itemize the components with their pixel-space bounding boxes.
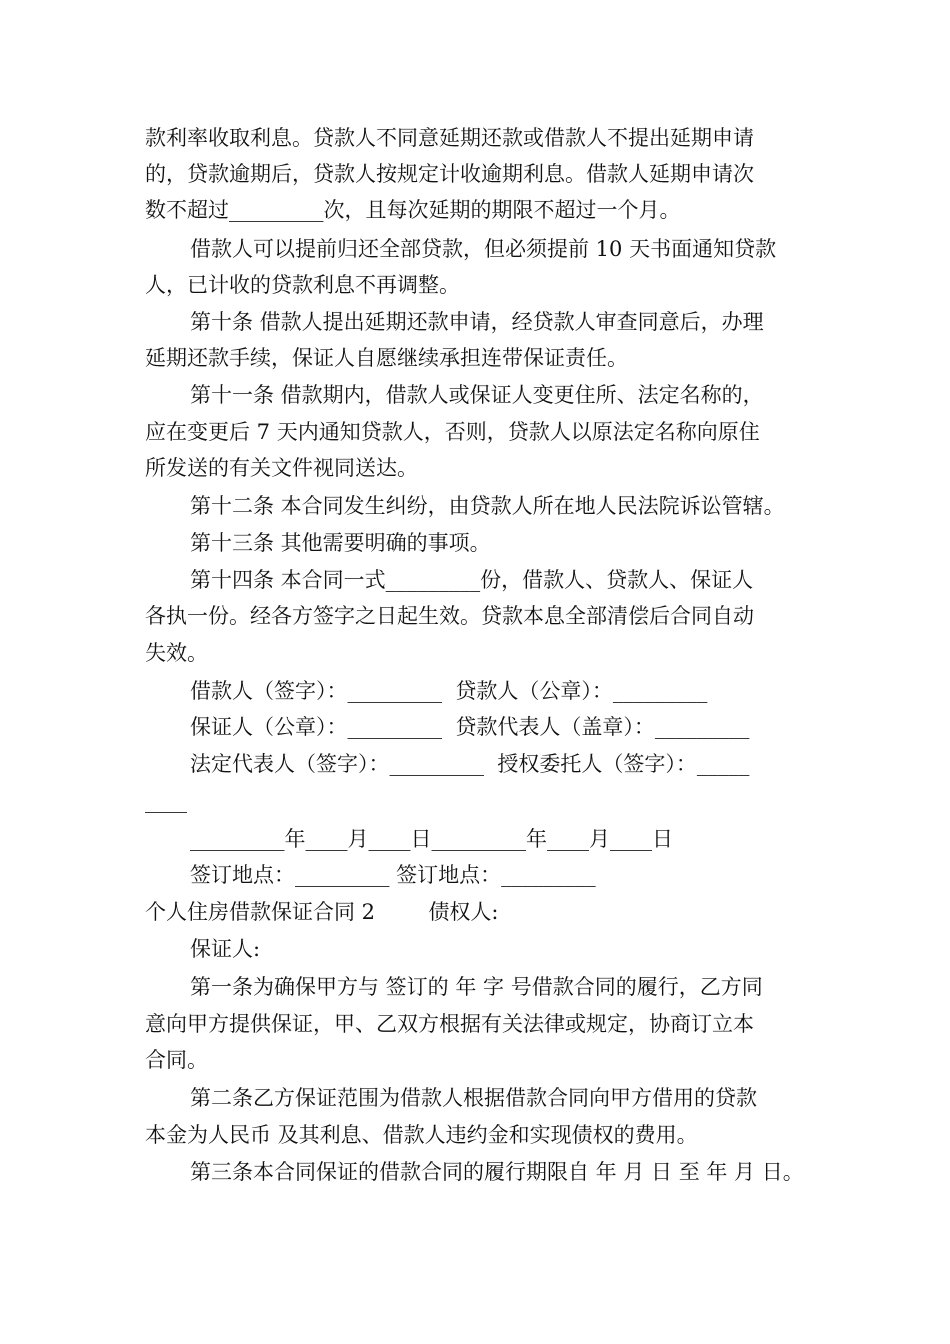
signature-line: 借款人（签字）：_________ 贷款人（公章）：_________	[190, 679, 708, 703]
text-line: 所发送的有关文件视同送达。	[145, 456, 418, 480]
text-line: 第十四条 本合同一式_________份，借款人、贷款人、保证人	[190, 568, 754, 592]
signature-line: ____	[145, 789, 187, 813]
text-line: 第十条 借款人提出延期还款申请，经贷款人审查同意后，办理	[190, 310, 764, 334]
text-line: 第十三条 其他需要明确的事项。	[190, 531, 491, 555]
text-line: 保证人:	[190, 937, 261, 961]
text-line: 第十二条 本合同发生纠纷，由贷款人所在地人民法院诉讼管辖。	[190, 494, 785, 518]
text-line: 第十一条 借款期内，借款人或保证人变更住所、法定名称的，	[190, 383, 764, 407]
text-line: 延期还款手续，保证人自愿继续承担连带保证责任。	[145, 346, 628, 370]
text-line: 款利率收取利息。贷款人不同意延期还款或借款人不提出延期申请	[145, 126, 754, 150]
place-line: 签订地点：_________ 签订地点：_________	[190, 863, 596, 887]
text-line: 意向甲方提供保证，甲、乙双方根据有关法律或规定，协商订立本	[145, 1012, 754, 1036]
text-line: 的，贷款逾期后，贷款人按规定计收逾期利息。借款人延期申请次	[145, 162, 754, 186]
text-line: 人，已计收的贷款利息不再调整。	[145, 273, 460, 297]
text-line: 第二条乙方保证范围为借款人根据借款合同向甲方借用的贷款	[190, 1086, 757, 1110]
text-line: 借款人可以提前归还全部贷款，但必须提前 10 天书面通知贷款	[190, 237, 777, 261]
text-line: 失效。	[145, 641, 208, 665]
signature-line: 保证人（公章）：_________ 贷款代表人（盖章）：_________	[190, 715, 750, 739]
text-line: 数不超过_________次，且每次延期的期限不超过一个月。	[145, 198, 681, 222]
date-line: _________年____月____日_________年____月____日	[190, 827, 673, 851]
text-line: 各执一份。经各方签字之日起生效。贷款本息全部清偿后合同自动	[145, 604, 754, 628]
text-line: 本金为人民币 及其利息、借款人违约金和实现债权的费用。	[145, 1123, 698, 1147]
signature-line: 法定代表人（签字）：_________ 授权委托人（签字）：_____	[190, 752, 750, 776]
text-line: 合同。	[145, 1048, 208, 1072]
text-line: 第三条本合同保证的借款合同的履行期限自 年 月 日 至 年 月 日。	[190, 1160, 804, 1184]
text-line: 第一条为确保甲方与 签订的 年 字 号借款合同的履行，乙方同	[190, 975, 763, 999]
text-line: 应在变更后 7 天内通知贷款人，否则，贷款人以原法定名称向原住	[145, 420, 760, 444]
section-heading: 个人住房借款保证合同 2 债权人:	[145, 900, 499, 924]
